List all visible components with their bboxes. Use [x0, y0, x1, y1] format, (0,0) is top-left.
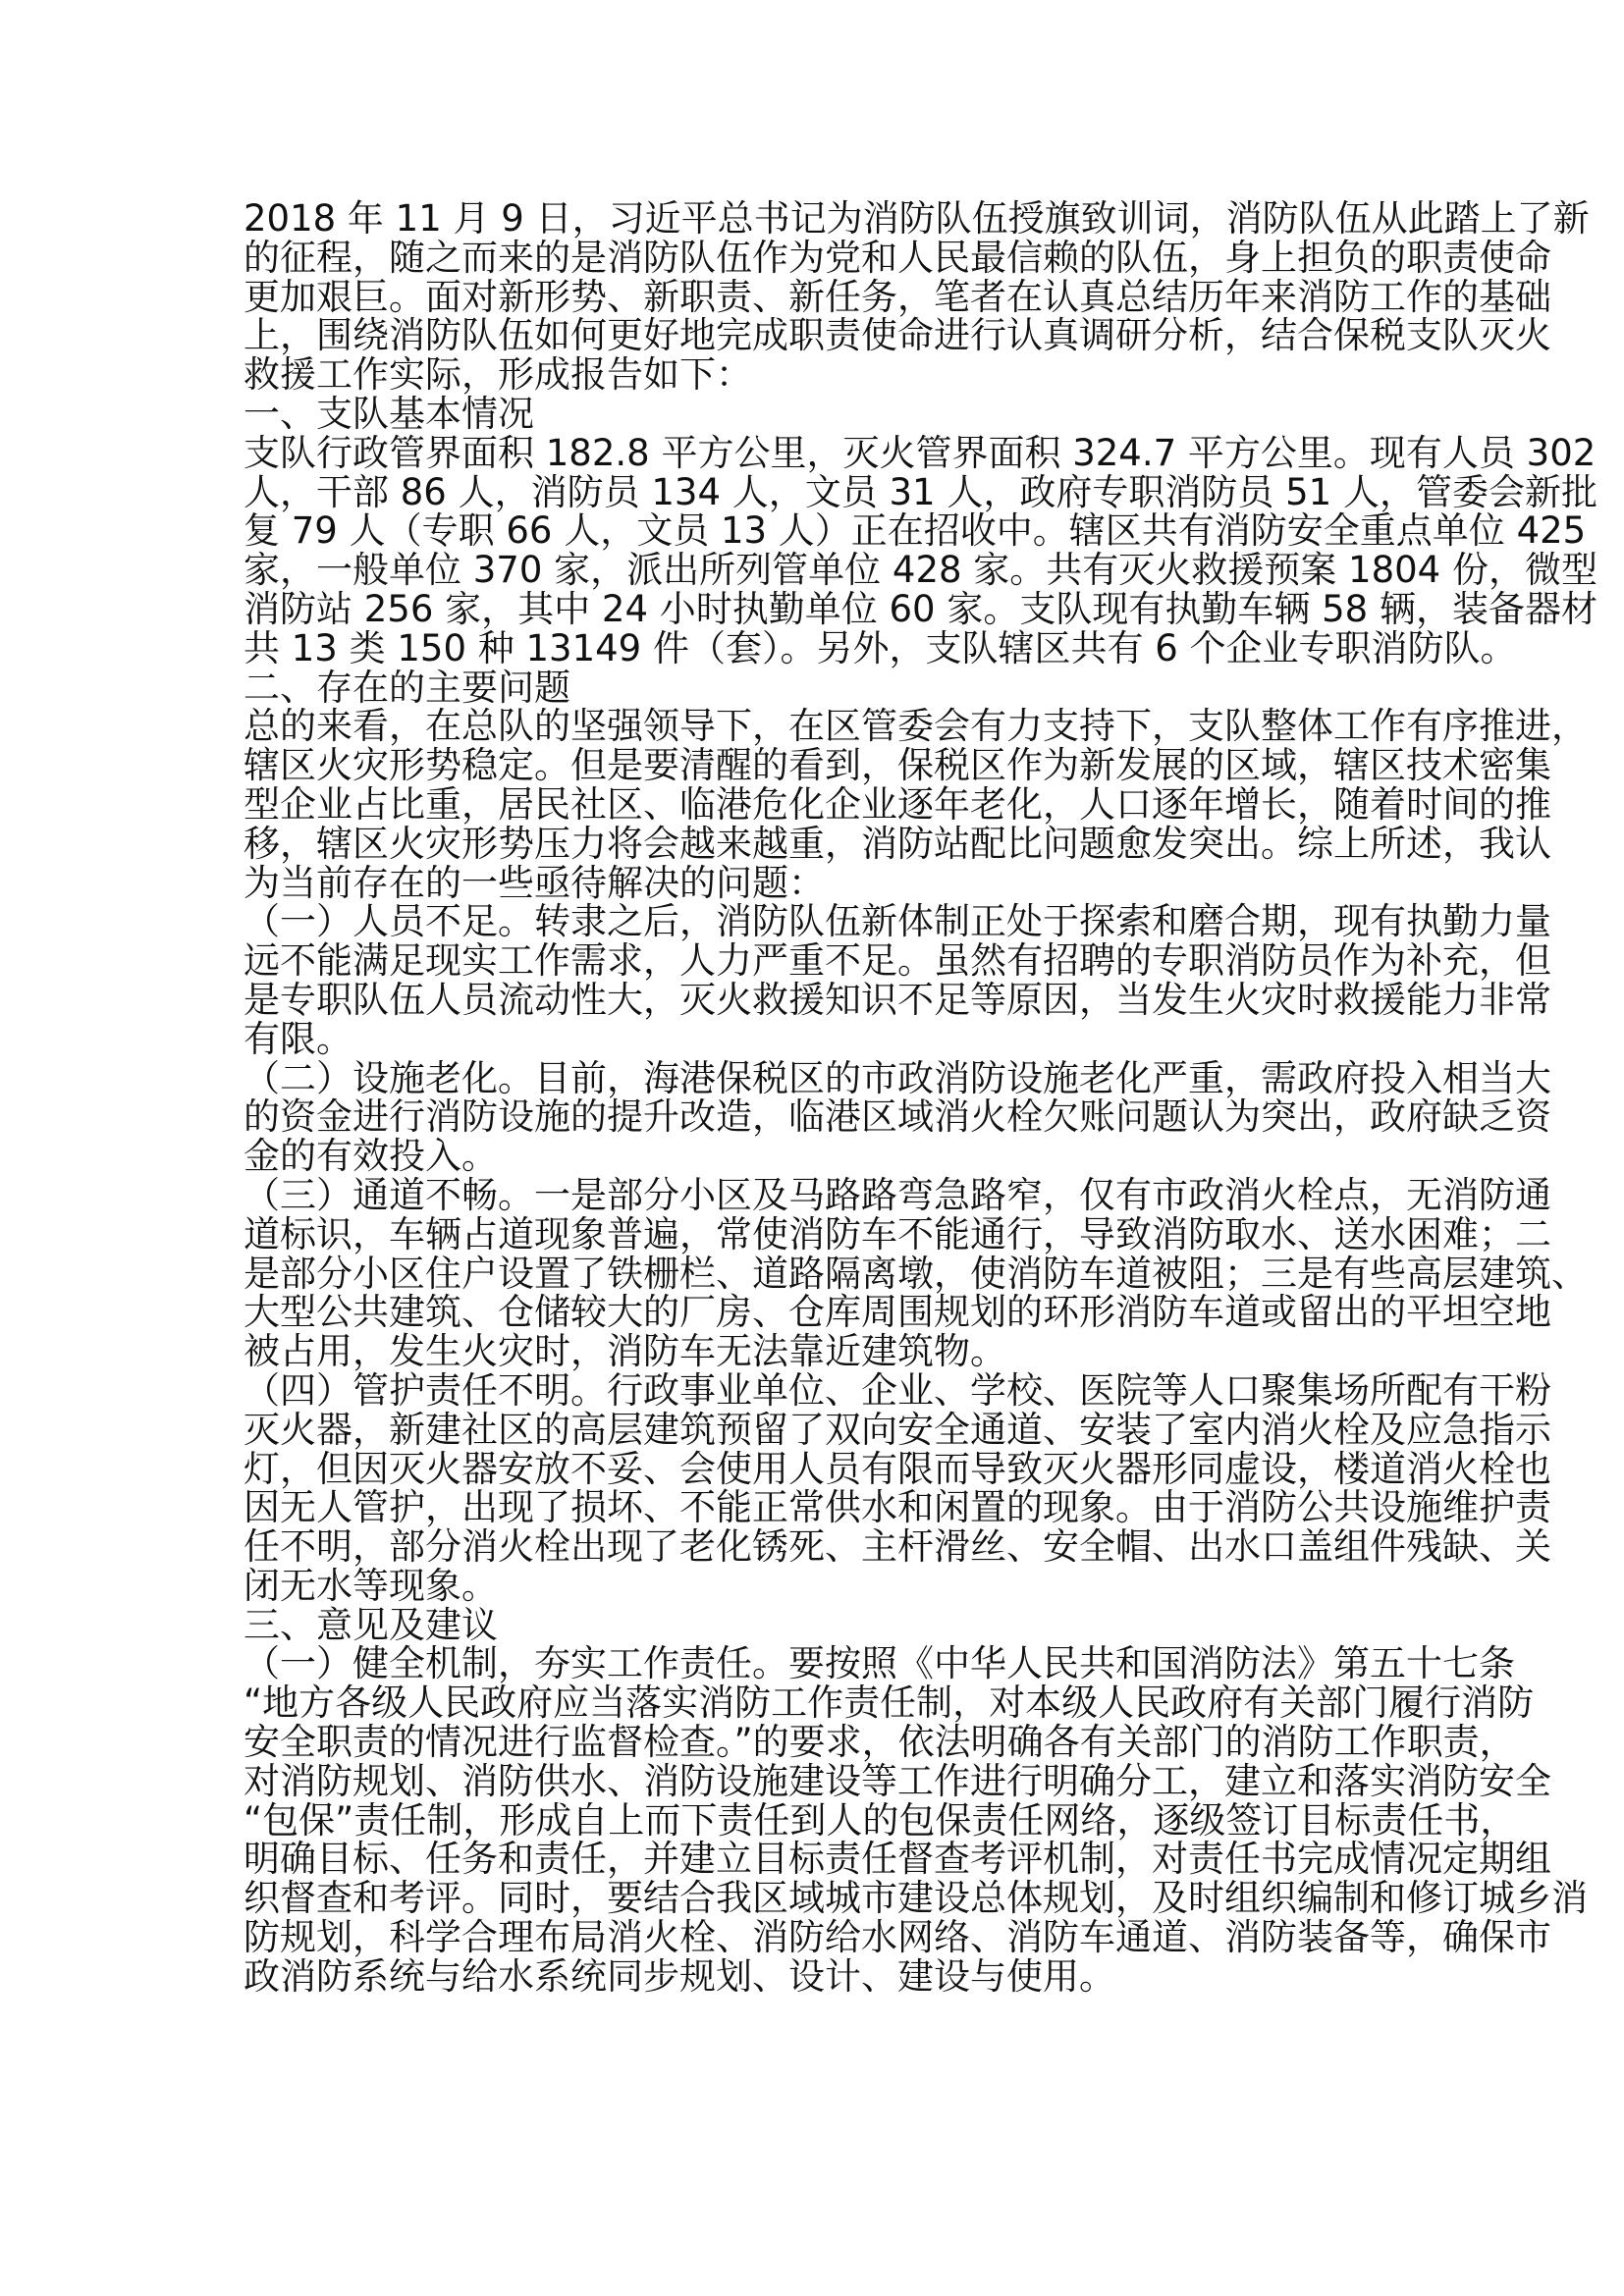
- text-line: 的资金进行消防设施的提升改造，临港区域消火栓欠账问题认为突出，政府缺乏资: [244, 1095, 1551, 1139]
- section-heading: [244, 392, 1394, 435]
- section-heading: [244, 1603, 1394, 1646]
- paragraph: [244, 431, 1597, 669]
- text-line: 灭火器，新建社区的高层建筑预留了双向安全通道、安装了室内消火栓及应急指示: [244, 1408, 1551, 1451]
- text-line: 型企业占比重，居民社区、临港危化企业逐年老化，人口逐年增长，随着时间的推: [244, 782, 1551, 826]
- section-heading: [244, 668, 1394, 708]
- text-line: 总的来看，在总队的坚强领导下，在区管委会有力支持下，支队整体工作有序推进，: [244, 705, 1588, 748]
- text-line: 更加艰巨。面对新形势、新职责、新任务，笔者在认真总结历年来消防工作的基础: [244, 275, 1551, 318]
- text-line: 是专职队伍人员流动性大，灭火救援知识不足等原因，当发生火灾时救援能力非常: [244, 978, 1551, 1021]
- paragraph: [244, 1173, 1588, 1373]
- paragraph: [244, 197, 1590, 397]
- text-line: 金的有效投入。: [244, 1135, 498, 1178]
- text-line: 救援工作实际，形成报告如下：: [244, 353, 752, 397]
- document-body: [244, 197, 1597, 1998]
- text-line: “包保”责任制，形成自上而下责任到人的包保责任网络，逐级签订目标责任书，: [244, 1798, 1517, 1842]
- text-line: （四）管护责任不明。行政事业单位、企业、学校、医院等人口聚集场所配有干粉: [244, 1368, 1551, 1412]
- text-line: 家，一般单位 370 家，派出所列管单位 428 家。共有灭火救援预案 1804 份，微型: [244, 549, 1597, 592]
- text-line: 人，干部 86 人，消防员 134 人，文员 31 人，政府专职消防员 51 人，管委会新批: [244, 470, 1597, 513]
- text-line: （二）设施老化。目前，海港保税区的市政消防设施老化严重，需政府投入相当大: [244, 1056, 1551, 1099]
- text-line: 是部分小区住户设置了铁栅栏、道路隔离墩，使消防车道被阻；三是有些高层建筑、: [244, 1252, 1588, 1295]
- text-line: 共 13 类 150 种 13149 件（套）。另外，支队辖区共有 6 个企业专职消防队。: [244, 626, 1517, 669]
- text-line: （三）通道不畅。一是部分小区及马路路弯急路窄，仅有市政消火栓点，无消防通: [244, 1173, 1551, 1216]
- text-line: 明确目标、任务和责任，并建立目标责任督查考评机制，对责任书完成情况定期组: [244, 1838, 1551, 1881]
- paragraph: [244, 705, 1588, 904]
- text-line: 灯，但因灭火器安放不妥、会使用人员有限而导致灭火器形同虚设，楼道消火栓也: [244, 1447, 1551, 1490]
- text-line: 二、存在的主要问题: [244, 666, 570, 709]
- text-line: （一）健全机制，夯实工作责任。要按照《中华人民共和国消防法》第五十七条: [244, 1642, 1515, 1685]
- text-line: 安全职责的情况进行监督检查。”的要求，依法明确各有关部门的消防工作职责，: [244, 1721, 1516, 1764]
- paragraph: [244, 900, 1551, 1060]
- text-line: 为当前存在的一些亟待解决的问题：: [244, 861, 825, 904]
- text-line: 大型公共建筑、仓储较大的厂房、仓库周围规划的环形消防车道或留出的平坦空地: [244, 1291, 1551, 1334]
- text-line: 因无人管护，出现了损坏、不能正常供水和闲置的现象。由于消防公共设施维护责: [244, 1486, 1551, 1529]
- text-line: 被占用，发生火灾时，消防车无法靠近建筑物。: [244, 1330, 1006, 1373]
- text-line: 复 79 人（专职 66 人，文员 13 人）正在招收中。辖区共有消防安全重点单位 425: [244, 509, 1587, 553]
- paragraph: [244, 1368, 1551, 1607]
- text-line: 三、意见及建议: [244, 1603, 498, 1646]
- text-line: 任不明，部分消火栓出现了老化锈死、主杆滑丝、安全帽、出水口盖组件残缺、关: [244, 1525, 1551, 1569]
- text-line: 上，围绕消防队伍如何更好地完成职责使命进行认真调研分析，结合保税支队灭火: [244, 314, 1551, 357]
- paragraph: [244, 1642, 1588, 1998]
- text-line: 支队行政管界面积 182.8 平方公里，灭火管界面积 324.7 平方公里。现有人员 302: [244, 431, 1597, 474]
- text-line: 织督查和考评。同时，要结合我区域城市建设总体规划，及时组织编制和修订城乡消: [244, 1877, 1588, 1920]
- text-line: 消防站 256 家，其中 24 小时执勤单位 60 家。支队现有执勤车辆 58 辆，装备器材: [244, 587, 1597, 630]
- text-line: 闭无水等现象。: [244, 1564, 498, 1607]
- text-line: 远不能满足现实工作需求，人力严重不足。虽然有招聘的专职消防员作为补充，但: [244, 939, 1551, 983]
- text-line: 防规划，科学合理布局消火栓、消防给水网络、消防车通道、消防装备等，确保市: [244, 1916, 1551, 1959]
- text-line: 政消防系统与给水系统同步规划、设计、建设与使用。: [244, 1954, 1115, 1998]
- paragraph: [244, 1056, 1551, 1178]
- text-line: 的征程，随之而来的是消防队伍作为党和人民最信赖的队伍，身上担负的职责使命: [244, 236, 1551, 279]
- text-line: 有限。: [244, 1017, 352, 1060]
- text-line: 对消防规划、消防供水、消防设施建设等工作进行明确分工，建立和落实消防安全: [244, 1759, 1551, 1802]
- text-line: （一）人员不足。转隶之后，消防队伍新体制正处于探索和磨合期，现有执勤力量: [244, 900, 1551, 943]
- text-line: 一、支队基本情况: [244, 392, 534, 435]
- text-line: 移，辖区火灾形势压力将会越来越重，消防站配比问题愈发突出。综上所述，我认: [244, 822, 1551, 865]
- text-line: “地方各级人民政府应当落实消防工作责任制，对本级人民政府有关部门履行消防: [244, 1682, 1535, 1725]
- text-line: 2018 年 11 月 9 日，习近平总书记为消防队伍授旗致训词，消防队伍从此踏上了新: [244, 197, 1590, 240]
- text-line: 道标识，车辆占道现象普遍，常使消防车不能通行，导致消防取水、送水困难；二: [244, 1212, 1551, 1255]
- text-line: 辖区火灾形势稳定。但是要清醒的看到，保税区作为新发展的区域，辖区技术密集: [244, 744, 1551, 787]
